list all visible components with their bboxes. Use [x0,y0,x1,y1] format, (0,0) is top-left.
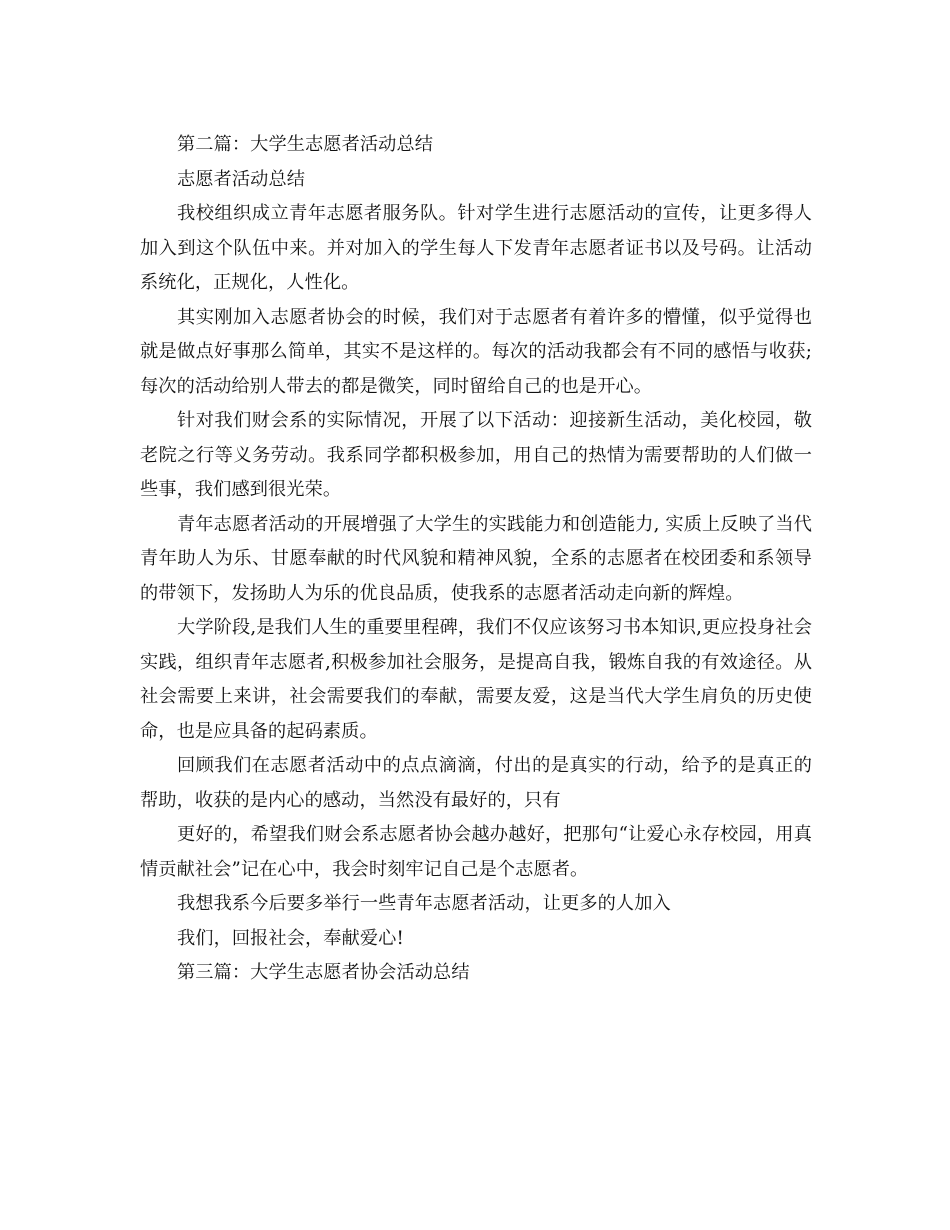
document-body [140,128,812,991]
body-paragraph: 青年志愿者活动的开展增强了大学生的实践能力和创造能力, 实质上反映了当代青年助人为乐、甘愿奉献的时代风貌和精神风貌，全系的志愿者在校团委和系领导的带领下，发扬助人为乐的优良品质，使我系的志愿者活动走向新的辉煌。 [140,513,812,604]
body-paragraph: 我想我系今后要多举行一些青年志愿者活动，让更多的人加入 [177,893,671,914]
section-heading: 第二篇：大学生志愿者活动总结 [177,134,434,155]
body-paragraph: 更好的，希望我们财会系志愿者协会越办越好，把那句“让爱心永存校园，用真情贡献社会”记在心中，我会时刻牢记自己是个志愿者。 [140,824,812,880]
body-paragraph: 针对我们财会系的实际情况，开展了以下活动：迎接新生活动，美化校园，敬老院之行等义务劳动。我系同学都积极参加，用自己的热情为需要帮助的人们做一些事，我们感到很光荣。 [140,410,812,500]
body-paragraph: 大学阶段,是我们人生的重要里程碑，我们不仅应该努习书本知识,更应投身社会实践，组织青年志愿者,积极参加社会服务，是提高自我，锻炼自我的有效途径。从社会需要上来讲，社会需要我们的奉献，需要友爱，这是当代大学生肩负的历史使命，也是应具备的起码素质。 [140,617,812,742]
subsection-heading: 志愿者活动总结 [177,168,306,190]
body-paragraph: 我们，回报社会，奉献爱心! [177,927,404,949]
body-paragraph: 其实刚加入志愿者协会的时候，我们对于志愿者有着许多的懵懂，似乎觉得也就是做点好事那么简单，其实不是这样的。每次的活动我都会有不同的感悟与收获;每次的活动给别人带去的都是微笑，同时留给自己的也是开心。 [140,306,812,397]
body-paragraph: 我校组织成立青年志愿者服务队。针对学生进行志愿活动的宣传，让更多得人加入到这个队伍中来。并对加入的学生每人下发青年志愿者证书以及号码。让活动系统化，正规化，人性化。 [140,203,812,293]
body-paragraph: 回顾我们在志愿者活动中的点点滴滴，付出的是真实的行动，给予的是真正的帮助，收获的是内心的感动，当然没有最好的，只有 [140,755,812,811]
section-heading: 第三篇：大学生志愿者协会活动总结 [177,962,470,983]
